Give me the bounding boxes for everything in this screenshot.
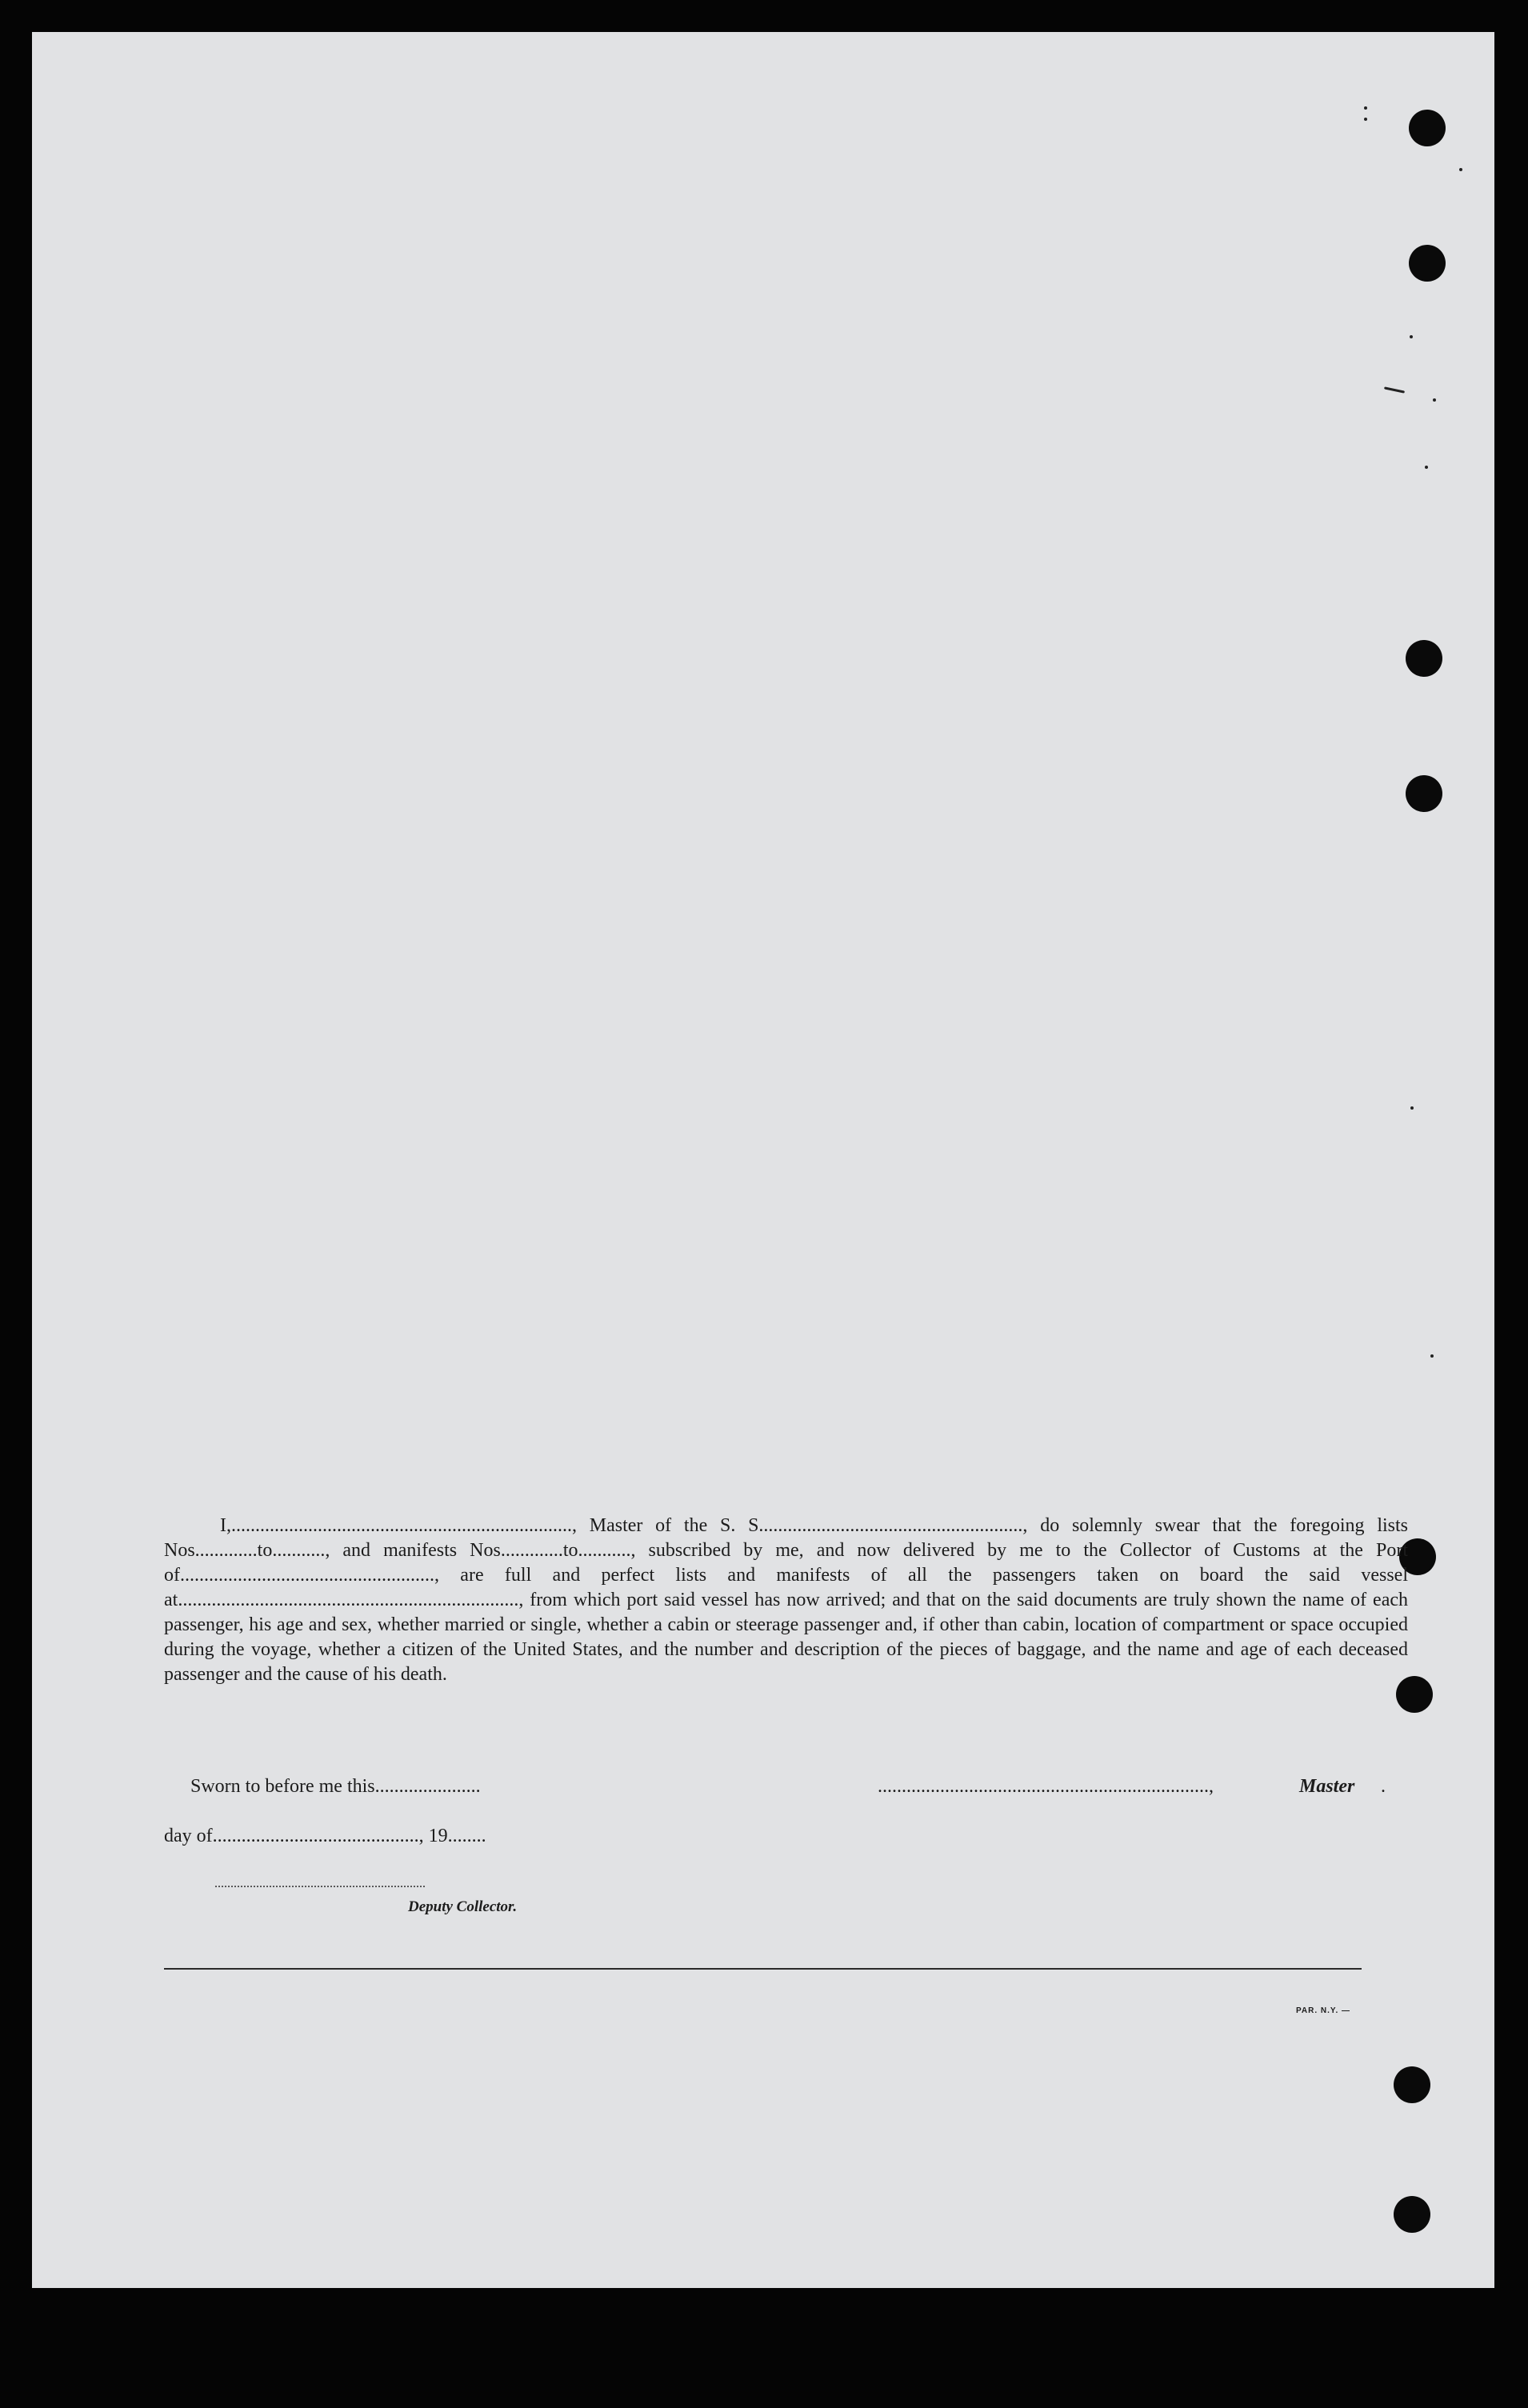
- punch-hole-7: [1394, 2066, 1430, 2103]
- speck-1: [1364, 106, 1367, 110]
- speck-5: [1433, 398, 1436, 402]
- deputy-collector-label: Deputy Collector.: [408, 1898, 518, 1915]
- speck-9: [1384, 386, 1405, 393]
- punch-hole-4: [1406, 775, 1442, 812]
- speck-4: [1410, 335, 1413, 338]
- bottom-rule: [164, 1968, 1362, 1970]
- sworn-label: Sworn to before me this......................: [190, 1776, 481, 1797]
- master-signature-line: .....................................................................,: [878, 1776, 1214, 1797]
- oath-paragraph: I,......................................................................., Master of the S. S......................................................., do solemnly swear that the foregoing lists Nos.............to..........., and manifests Nos.............to..........., subscribed by me, and now delivered by me to the Collector of Customs at the Port of....................................................., are full and perfect lists and manifests of all the passengers taken on board the said vessel at......................................................................., from which port said vessel has now arrived; and that on the said documents are truly shown the name of each passenger, his age and sex, whether married or single, whether a cabin or steerage passenger and, if other than cabin, location of compartment or space occupied during the voyage, whether a citizen of the United States, and the number and description of the pieces of baggage, and the name and age of each deceased passenger and the cause of his death.: [164, 1515, 1408, 1685]
- speck-8: [1430, 1354, 1434, 1358]
- speck-3: [1459, 168, 1462, 171]
- master-period: .: [1381, 1776, 1386, 1797]
- speck-7: [1410, 1106, 1414, 1110]
- printer-imprint: [1296, 2006, 1350, 2015]
- document-page: [32, 32, 1494, 2288]
- punch-hole-2: [1409, 245, 1446, 282]
- speck-6: [1425, 466, 1428, 469]
- day-line: day of..........................................., 19........: [164, 1826, 486, 1846]
- punch-hole-8: [1394, 2196, 1430, 2233]
- punch-hole-3: [1406, 640, 1442, 677]
- master-label: Master: [1299, 1776, 1355, 1797]
- punch-hole-1: [1409, 110, 1446, 146]
- speck-2: [1364, 118, 1367, 121]
- printer-imprint-text: PAR. N.Y.: [1296, 2006, 1339, 2015]
- imprint-dash: —: [1338, 2006, 1351, 2015]
- deputy-signature-line: ..................................................................: [214, 1877, 426, 1890]
